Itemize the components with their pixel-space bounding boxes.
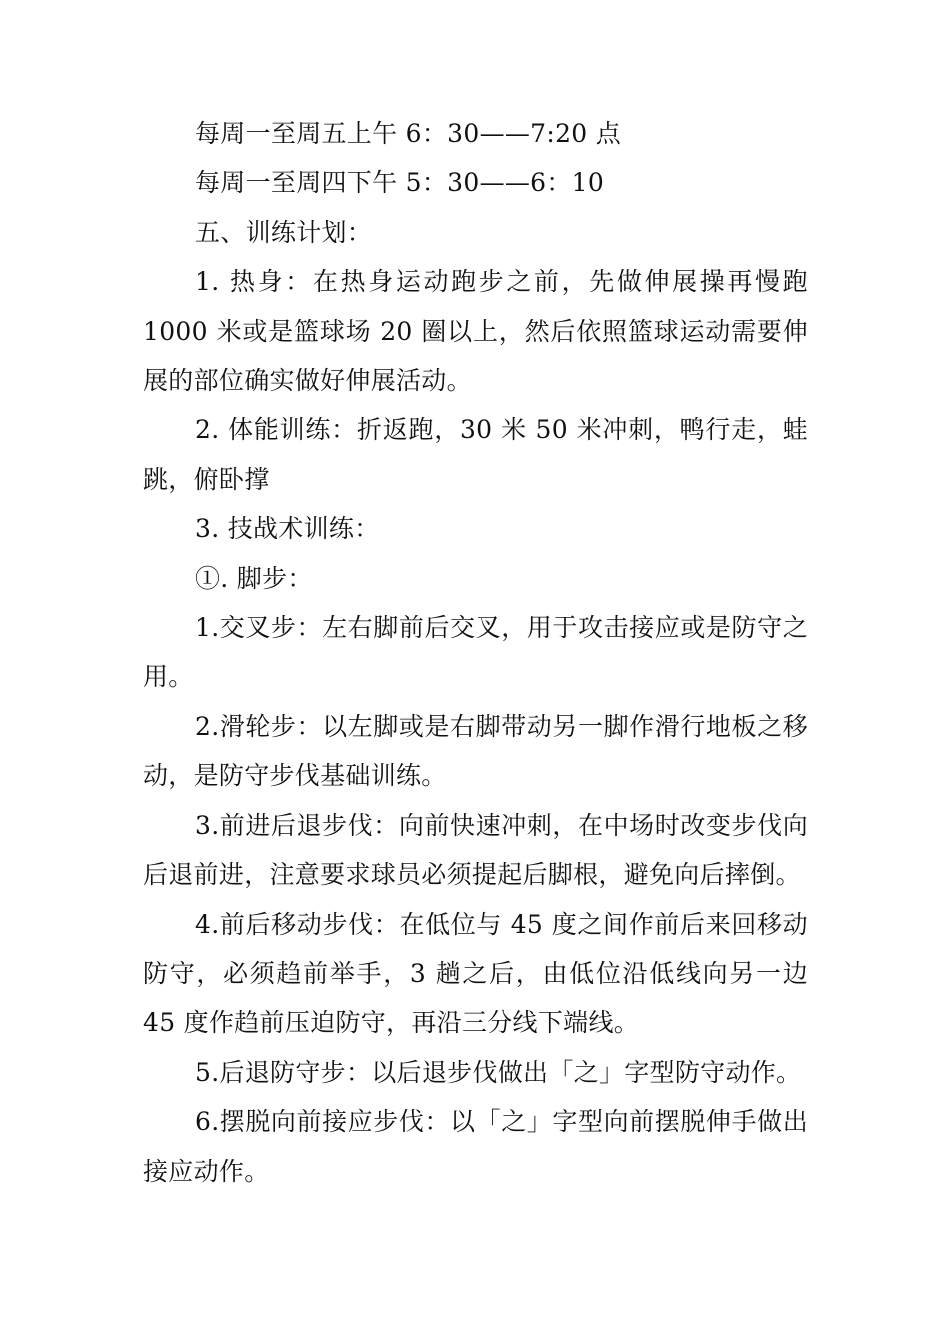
paragraph-footwork: ①. 脚步： <box>195 563 313 593</box>
paragraph-backward-defense: 5.后退防守步：以后退步伐做出「之」字型防守动作。 <box>195 1057 802 1087</box>
paragraph-slide-step: 2.滑轮步：以左脚或是右脚带动另一脚作滑行地板之移动，是防守步伐基础训练。 <box>143 711 808 791</box>
document-body <box>143 109 817 1196</box>
section-heading-training-plan: 五、训练计划： <box>195 217 373 247</box>
paragraph-cross-step: 1.交叉步：左右脚前后交叉，用于攻击接应或是防守之用。 <box>143 613 808 692</box>
paragraph-tactics: 3. 技战术训练： <box>195 514 380 544</box>
paragraph-breakaway-step: 6.摆脱向前接应步伐：以「之」字型向前摆脱伸手做出接应动作。 <box>143 1107 808 1186</box>
paragraph-move-step: 4.前后移动步伐：在低位与 45 度之间作前后来回移动防守，必须趋前举手，3 趟之后，由低位沿低线向另一边 45 度作趋前压迫防守，再沿三分线下端线。 <box>143 909 817 1038</box>
paragraph-fitness: 2. 体能训练：折返跑，30 米 50 米冲刺，鸭行走，蛙跳，俯卧撑 <box>143 415 808 494</box>
paragraph-warmup: 1. 热身：在热身运动跑步之前，先做伸展操再慢跑 1000 米或是篮球场 20 圈以上，然后依照篮球运动需要伸展的部位确实做好伸展活动。 <box>143 267 817 396</box>
paragraph-schedule-morning: 每周一至周五上午 6：30——7:20 点 <box>195 119 622 148</box>
paragraph-schedule-afternoon: 每周一至周四下午 5：30——6：10 <box>195 168 605 198</box>
paragraph-forward-back-step: 3.前进后退步伐：向前快速冲刺，在中场时改变步伐向后退前进，注意要求球员必须提起后脚根，避免向后摔倒。 <box>143 810 808 890</box>
